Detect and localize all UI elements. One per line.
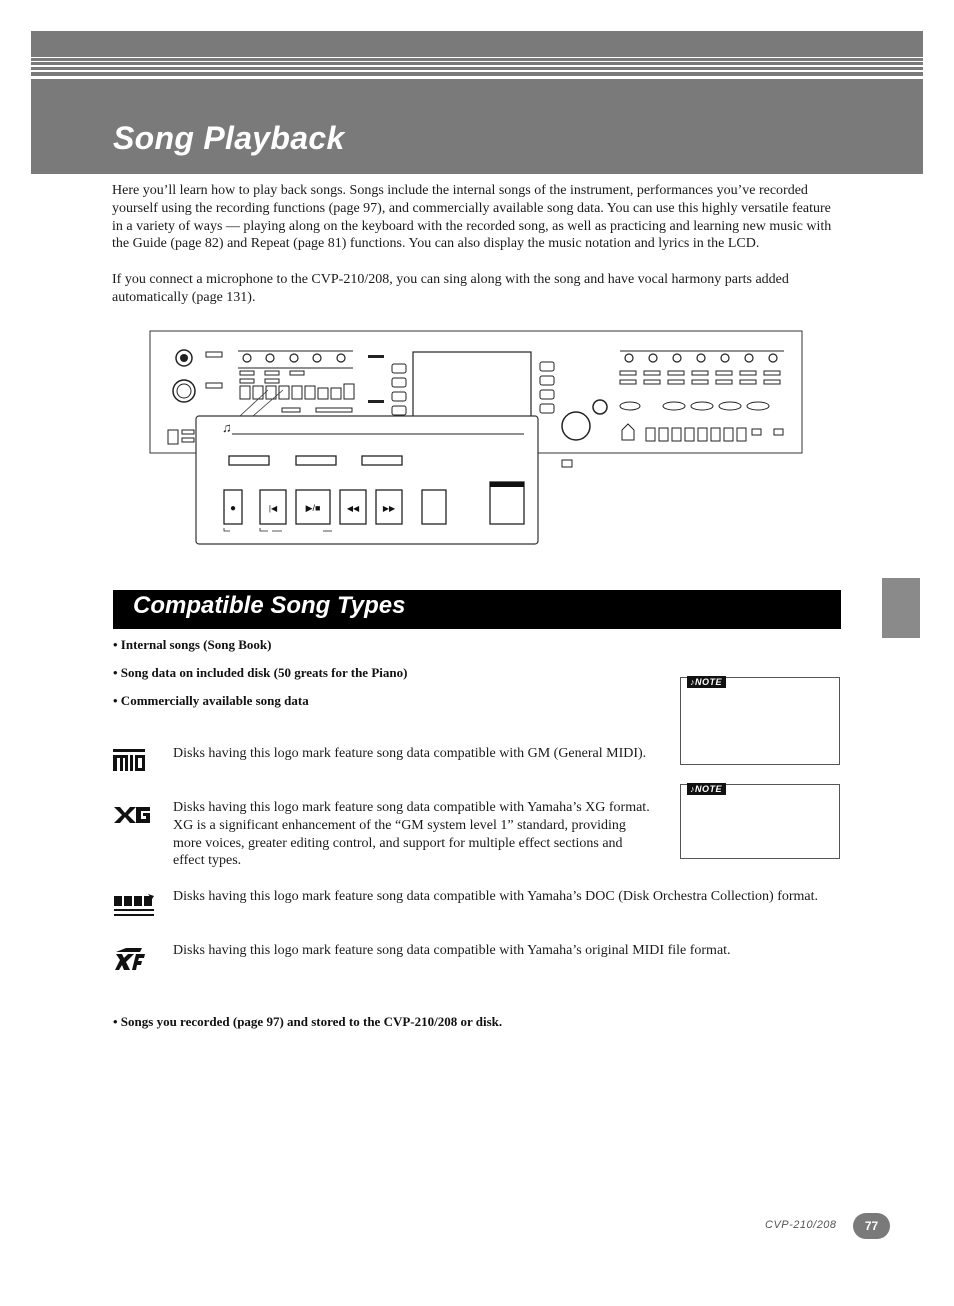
note-box-2 (680, 784, 840, 859)
bullet-included-disk: • Song data on included disk (50 greats for the Piano) (113, 665, 408, 680)
doc-format-description: Disks having this logo mark feature song data compatible with Yamaha’s DOC (Disk Orchestra Collection) format. (173, 889, 819, 904)
footer-model-name: CVP-210/208 (765, 1219, 837, 1231)
disk-orchestra-logo-icon (112, 893, 156, 919)
note-box-1 (680, 677, 840, 765)
mic-volume-knob-icon (173, 380, 195, 402)
general-midi-logo-icon (112, 748, 146, 772)
bullet-internal-songs: • Internal songs (Song Book) (113, 637, 272, 652)
gm-format-description: Disks having this logo mark feature song data compatible with GM (General MIDI). (173, 746, 647, 761)
record-button-label: ● (229, 503, 237, 514)
play-pause-button-label: ▶/■ (305, 503, 321, 513)
page-number-badge: 77 (853, 1213, 890, 1239)
xg-format-description: Disks having this logo mark feature song data compatible with Yamaha’s XG format. XG is a significant enhancement of the “GM system level 1” standard, providing more voices, greater editing control, and support for multiple effect sections and effect types. (173, 800, 650, 869)
note-label-1: ♪NOTE (687, 676, 726, 688)
rewind-button-label: ◀◀ (346, 504, 360, 513)
section-title: Compatible Song Types (133, 592, 406, 619)
master-volume-knob-icon (176, 350, 192, 366)
bullet-recorded-songs: • Songs you recorded (page 97) and stored to the CVP-210/208 or disk. (113, 1014, 503, 1029)
page-title: Song Playback (113, 120, 345, 156)
xf-format-description: Disks having this logo mark feature song data compatible with Yamaha’s original MIDI file format. (173, 943, 731, 958)
fast-forward-button-label: ▶▶ (382, 504, 396, 513)
chapter-side-tab (882, 578, 920, 638)
xf-logo-icon (112, 946, 146, 972)
xg-logo-icon (112, 805, 152, 825)
bullet-commercial-data: • Commercially available song data (113, 693, 309, 708)
music-note-icon: ♫ (222, 420, 232, 435)
top-button-label: |◀ (268, 504, 278, 513)
intro-paragraph-2: If you connect a microphone to the CVP-210/208, you can sing along with the song and have vocal harmony parts added automatically (page 131). (112, 272, 789, 305)
note-label-2: ♪NOTE (687, 783, 726, 795)
section-heading-bar (113, 590, 841, 629)
intro-paragraph-1: Here you’ll learn how to play back songs. Songs include the internal songs of the instrument, performances you’ve recorded yourself using the recording functions (page 97), and commercially available song data. You can use this highly versatile feature in a variety of ways — playing along on the keyboard with the recorded song, as well as practicing and learning new music with the Guide (page 82) and Repeat (page 81) functions. You can also display the music notation and lyrics in the LCD. (112, 183, 832, 252)
control-panel-illustration (148, 330, 808, 550)
